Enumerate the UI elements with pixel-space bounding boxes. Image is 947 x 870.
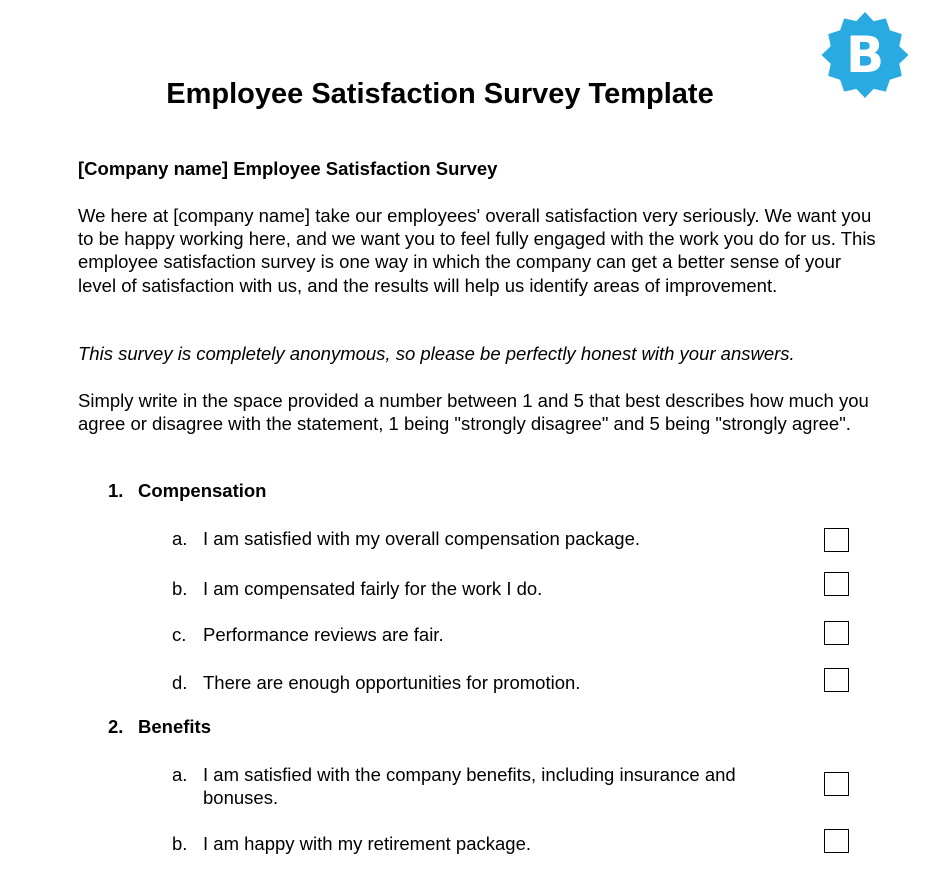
- section-heading-compensation: [108, 479, 266, 503]
- survey-heading: [Company name] Employee Satisfaction Survey: [78, 158, 498, 179]
- section-number: 1.: [108, 480, 124, 501]
- question-text: I am satisfied with my overall compensation package.: [203, 528, 641, 549]
- question-text: I am satisfied with the company benefits, including insurance and bonuses.: [203, 764, 736, 809]
- answer-box[interactable]: [824, 772, 849, 796]
- section-number: 2.: [108, 716, 124, 737]
- section-title: Compensation: [138, 480, 267, 501]
- section-title: Benefits: [138, 716, 211, 737]
- document-title: Employee Satisfaction Survey Template: [166, 78, 714, 110]
- question-text: I am happy with my retirement package.: [203, 833, 532, 854]
- question-text: Performance reviews are fair.: [203, 624, 444, 645]
- question-text: There are enough opportunities for promotion.: [203, 672, 581, 693]
- question-letter: d.: [172, 672, 188, 693]
- question-letter: a.: [172, 528, 188, 549]
- section-heading-benefits: [108, 715, 211, 739]
- answer-box[interactable]: [824, 621, 849, 645]
- question-letter: b.: [172, 578, 188, 599]
- logo-letter: B: [845, 26, 885, 84]
- intro-paragraph: We here at [company name] take our employees' overall satisfaction very seriously. We want you to be happy working here, and we want you to feel fully engaged with the work you do for us. This employee satisfaction survey is one way in which the company can get a better sense of your level of satisfaction with us, and the results will help us identify areas of improvement.: [78, 205, 876, 296]
- answer-box[interactable]: [824, 829, 849, 853]
- question-letter: c.: [172, 624, 187, 645]
- question-letter: b.: [172, 833, 188, 854]
- question-letter: a.: [172, 764, 188, 785]
- instructions-paragraph: Simply write in the space provided a number between 1 and 5 that best describes how much you agree or disagree with the statement, 1 being "strongly disagree" and 5 being "strongly agree".: [78, 390, 869, 435]
- anonymity-note: This survey is completely anonymous, so please be perfectly honest with your answers.: [78, 343, 795, 364]
- answer-box[interactable]: [824, 528, 849, 552]
- answer-box[interactable]: [824, 572, 849, 596]
- question-text: I am compensated fairly for the work I do.: [203, 578, 543, 599]
- answer-box[interactable]: [824, 668, 849, 692]
